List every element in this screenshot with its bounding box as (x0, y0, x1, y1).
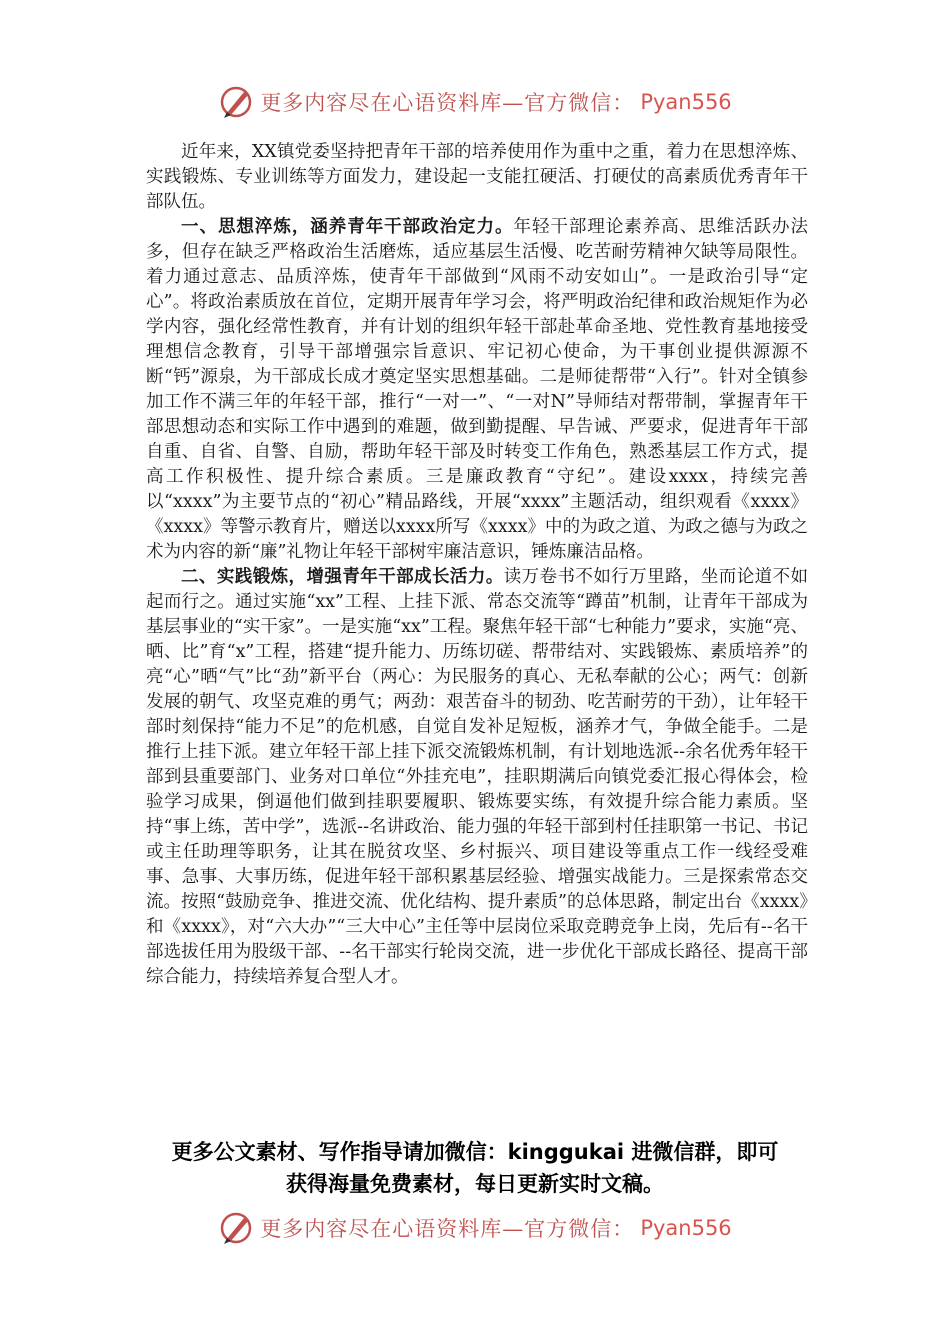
document-body (146, 140, 808, 990)
pen-icon (218, 84, 254, 120)
watermark-text: 更多内容尽在心语资料库—官方微信： (260, 91, 635, 115)
watermark-handle: Pyan556 (640, 1216, 732, 1240)
pen-icon (218, 1210, 254, 1246)
section-1-heading: 一、思想淬炼，涵养青年干部政治定力。 (181, 217, 514, 237)
footer-line-1: 更多公文素材、写作指导请加微信：kinggukai 进微信群，即可 (171, 1140, 779, 1164)
section-2-body: 读万卷书不如行万里路，坐而论道不如起而行之。通过实施“xx”工程、上挂下派、常态交流等“蹲苗”机制，让青年干部成为基层事业的“实干家”。一是实施“xx”工程。聚焦年轻干部“七种能力”要求，实施“亮、晒、比”育“x”工程，搭建“提升能力、历练切磋、帮带结对、实践锻炼、素质培养”的亮“心”晒“气”比“劲”新平台（两心：为民服务的真心、无私奉献的公心；两气：创新发展的朝气、攻坚克难的勇气；两劲：艰苦奋斗的韧劲、吃苦耐劳的干劲），让年轻干部时刻保持“能力不足”的危机感，自觉自发补足短板，涵养才气，争做全能手。二是推行上挂下派。建立年轻干部上挂下派交流锻炼机制，有计划地选派--余名优秀年轻干部到县重要部门、业务对口单位“外挂充电”，挂职期满后向镇党委汇报心得体会，检验学习成果，倒逼他们做到挂职要履职、锻炼要实练，有效提升综合能力素质。坚持“事上练，苦中学”，选派--名讲政治、能力强的年轻干部到村任挂职第一书记、书记或主任助理等职务，让其在脱贫攻坚、乡村振兴、项目建设等重点工作一线经受难事、急事、大事历练，促进年轻干部积累基层经验、增强实战能力。三是探索常态交流。按照“鼓励竞争、推进交流、优化结构、提升素质”的总体思路，制定出台《xxxx》和《xxxx》，对“六大办”“三大中心”主任等中层岗位采取竞聘竞争上岗，先后有--名干部选拔任用为股级干部、--名干部实行轮岗交流，进一步优化干部成长路径、提高干部综合能力，持续培养复合型人才。 (146, 567, 809, 987)
section-1-body: 年轻干部理论素养高、思维活跃办法多，但存在缺乏严格政治生活磨炼，适应基层生活慢、吃苦耐劳精神欠缺等局限性。着力通过意志、品质淬炼，使青年干部做到“风雨不动安如山”。一是政治引导“定心”。将政治素质放在首位，定期开展青年学习会，将严明政治纪律和政治规矩作为必学内容，强化经常性教育，并有计划的组织年轻干部赴革命圣地、党性教育基地接受理想信念教育，引导干部增强宗旨意识、牢记初心使命，为干事创业提供源源不断“钙”源泉，为干部成长成才奠定坚实思想基础。二是师徒帮带“入行”。针对全镇参加工作不满三年的年轻干部，推行“一对一”、“一对N”导师结对帮带制，掌握青年干部思想动态和实际工作中遇到的难题，做到勤提醒、早告诫、严要求，促进青年干部自重、自省、自警、自励，帮助年轻干部及时转变工作角色，熟悉基层工作方式，提高工作积极性、提升综合素质。三是廉政教育“守纪”。建设xxxx，持续完善以“xxxx”为主要节点的“初心”精品路线，开展“xxxx”主题活动，组织观看《xxxx》《xxxx》等警示教育片，赠送以xxxx所写《xxxx》中的为政之道、为政之德与为政之术为内容的新“廉”礼物让年轻干部树牢廉洁意识，锤炼廉洁品格。 (146, 217, 809, 562)
intro-paragraph: 近年来，XX镇党委坚持把青年干部的培养使用作为重中之重，着力在思想淬炼、实践锻炼、专业训练等方面发力，建设起一支能扛硬活、打硬仗的高素质优秀青年干部队伍。 (146, 142, 808, 212)
section-2-paragraph (146, 565, 808, 990)
header-watermark (0, 84, 950, 120)
section-2-heading: 二、实践锻炼，增强青年干部成长活力。 (181, 567, 504, 587)
section-1-paragraph (146, 215, 808, 565)
footer-advert (100, 1136, 850, 1200)
footer-watermark (0, 1210, 950, 1246)
footer-line-2: 获得海量免费素材，每日更新实时文稿。 (286, 1172, 664, 1196)
watermark-handle: Pyan556 (640, 90, 732, 114)
watermark-text: 更多内容尽在心语资料库—官方微信： (260, 1217, 635, 1241)
